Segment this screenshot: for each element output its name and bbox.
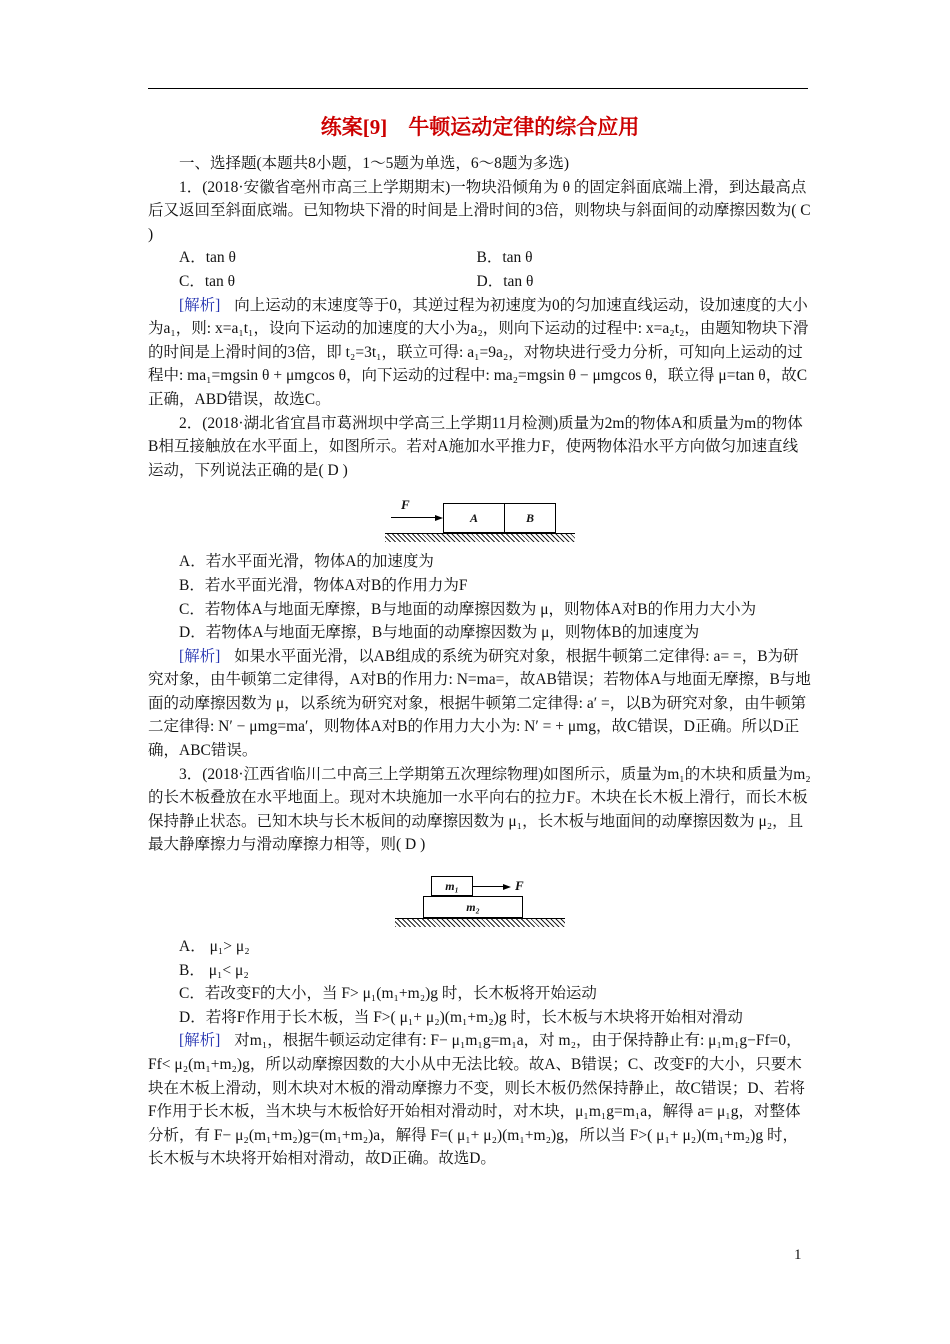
analysis-label: [解析] bbox=[179, 1032, 221, 1050]
analysis-label: [解析] bbox=[179, 296, 221, 314]
section-heading: 一、选择题(本题共8小题，1～5题为单选，6～8题为多选) bbox=[179, 155, 570, 172]
q2-option-c: C．若物体A与地面无摩擦，B与地面的动摩擦因数为 μ，则物体A对B的作用力大小为 bbox=[179, 600, 757, 618]
question-2 bbox=[148, 412, 812, 763]
q1-options bbox=[148, 246, 812, 293]
q2-option-a: A．若水平面光滑，物体A的加速度为 bbox=[179, 553, 434, 571]
plank-m2: m₂ bbox=[423, 896, 523, 918]
q1-stem: 1．(2018·安徽省亳州市高三上学期期末)一物块沿倾角为 θ 的固定斜面底端上滑，到达最高点后又返回至斜面底端。已知物块下滑的时间是上滑时间的3倍，则物块与斜面间的动摩擦因数为( C ) bbox=[148, 178, 811, 243]
analysis-label: [解析] bbox=[179, 647, 221, 665]
q3-analysis-text: 对m₁，根据牛顿运动定律有: F− μ₁m₁g=m₁a，对 m₂，由于保持静止有: μ₁m₁g−Ff=0，Ff< μ₂(m₁+m₂)g，所以动摩擦因数的大小从中无法比较。故A、B错误；C、改变F的大小，只要木块在木板上滑动，则木块对木板的滑动摩擦力不变，则长木板仍然保持静止，故C错误；D、若将F作用于长木板，当木块与木板恰好开始相对滑动时，对木块，μ₁m₁g=m₁a，解得 a= μ₁g，对整体分析，有 F− μ₂(m₁+m₂)g=(m₁+m₂)a，解得 F=( μ₁+ μ₂)(m₁+m₂)g，所以当 F>( μ₁+ μ₂)(m₁+m₂)g 时，长木板与木块将开始相对滑动，故D正确。故选D。 bbox=[148, 1032, 806, 1168]
block-m1: m₁ bbox=[431, 876, 473, 896]
block-b: B bbox=[504, 503, 556, 533]
block-a: A bbox=[443, 503, 505, 533]
ground-hatch bbox=[395, 918, 565, 927]
q2-option-d: D．若物体A与地面无摩擦，B与地面的动摩擦因数为 μ，则物体B的加速度为 bbox=[179, 624, 700, 642]
force-label: F bbox=[515, 878, 524, 894]
q2-analysis-text: 如果水平面光滑，以AB组成的系统为研究对象，根据牛顿第二定律得: a= =，B为研究对象，由牛顿第二定律得，A对B的作用力: N=ma=，故AB错误；若物体A与地面无摩擦，B与地面的动摩擦因数为 μ，以系统为研究对象，根据牛顿第二定律得: a′ =，以B为研究对象，由牛顿第二定律得: N′ − μmg=ma′，则物体A对B的作用力大小为: N′ = + μmg，故C错误，D正确。所以D正确，ABC错误。 bbox=[148, 647, 811, 760]
q1-option-c: C．tan θ bbox=[179, 272, 236, 290]
q3-stem: 3．(2018·江西省临川二中高三上学期第五次理综物理)如图所示，质量为m₁的木块和质量为m₂的长木板叠放在水平地面上。现对木块施加一水平向右的拉力F。木块在长木板上滑行，而长木板保持静止状态。已知木块与长木板间的动摩擦因数为 μ₁，长木板与地面间的动摩擦因数为 μ₂，且最大静摩擦力与滑动摩擦力相等，则( D ) bbox=[148, 765, 811, 854]
document-content bbox=[148, 106, 812, 1171]
q2-figure-canvas bbox=[385, 492, 575, 542]
force-arrow-icon bbox=[473, 886, 503, 887]
q3-option-b: B． μ₁< μ₂ bbox=[179, 961, 249, 979]
q2-figure bbox=[148, 492, 812, 542]
q2-option-b: B．若水平面光滑，物体A对B的作用力为F bbox=[179, 576, 468, 594]
question-3 bbox=[148, 763, 812, 1171]
force-label: F bbox=[401, 497, 410, 513]
q1-option-b: B．tan θ bbox=[476, 249, 533, 267]
q3-analysis bbox=[148, 1029, 812, 1171]
q3-option-a: A． μ₁> μ₂ bbox=[179, 938, 250, 956]
q1-option-a: A．tan θ bbox=[179, 249, 236, 267]
q1-analysis-text: 向上运动的末速度等于0，其逆过程为初速度为0的匀加速直线运动，设加速度的大小为a₁，则: x=a₁t₁，设向下运动的加速度的大小为a₂，则向下运动的过程中: x=a₂t₂，由题知物块下滑的时间是上滑时间的3倍，即 t₂=3t₁，联立可得: a₁=9a₂，对物块进行受力分析，可知向上运动的过程中: ma₁=mgsin θ + μmgcos θ，向下运动的过程中: ma₂=mgsin θ − μmgcos θ，联立得 μ=tan θ，故C正确，ABD错误，故选C。 bbox=[148, 296, 809, 408]
q1-option-d: D．tan θ bbox=[476, 272, 534, 290]
q3-option-c: C．若改变F的大小，当 F> μ₁(m₁+m₂)g 时，长木板将开始运动 bbox=[179, 985, 597, 1003]
q3-figure bbox=[148, 867, 812, 927]
q1-analysis bbox=[148, 294, 812, 412]
q2-analysis bbox=[148, 645, 812, 763]
header-rule bbox=[148, 88, 808, 89]
q2-stem: 2．(2018·湖北省宜昌市葛洲坝中学高三上学期11月检测)质量为2m的物体A和质量为m的物体B相互接触放在水平面上，如图所示。若对A施加水平推力F，使两物体沿水平方向做匀加速直线运动，下列说法正确的是( D ) bbox=[148, 414, 803, 479]
force-arrow-icon bbox=[391, 517, 435, 518]
page-number: 1 bbox=[794, 1247, 802, 1263]
q3-figure-canvas bbox=[395, 867, 565, 927]
ground-hatch bbox=[385, 533, 575, 542]
question-1 bbox=[148, 176, 812, 412]
q3-option-d: D．若将F作用于长木板，当 F>( μ₁+ μ₂)(m₁+m₂)g 时，长木板与木块将开始相对滑动 bbox=[179, 1008, 743, 1026]
page-title: 练案[9] 牛顿运动定律的综合应用 bbox=[320, 115, 640, 139]
